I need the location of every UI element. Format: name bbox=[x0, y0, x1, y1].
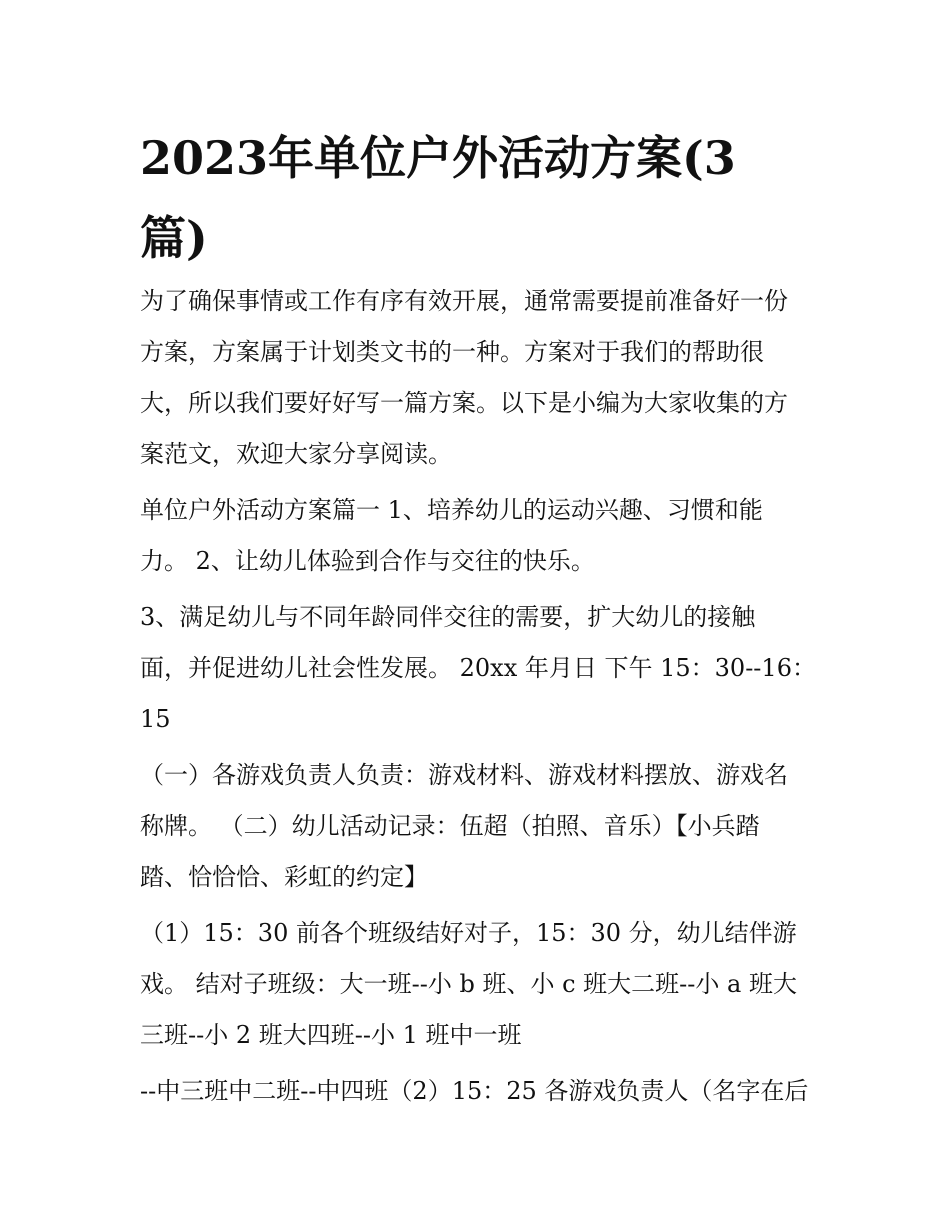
text-line: 3、满足幼儿与不同年龄同伴交往的需要，扩大幼儿的接触 bbox=[140, 603, 756, 631]
paragraph-goal-three bbox=[140, 592, 830, 745]
title-line: 篇) bbox=[140, 211, 208, 265]
text-line: 戏。 结对子班级：大一班--小 b 班、小 c 班大二班--小 a 班大 bbox=[140, 970, 797, 998]
paragraph-schedule bbox=[140, 1066, 830, 1117]
text-line: 力。 2、让幼儿体验到合作与交往的快乐。 bbox=[140, 547, 595, 575]
text-line: 称牌。 （二）幼儿活动记录：伍超（拍照、音乐）【小兵踏 bbox=[140, 812, 760, 840]
paragraph-responsibilities bbox=[140, 750, 830, 903]
text-line: 单位户外活动方案篇一 1、培养幼儿的运动兴趣、习惯和能 bbox=[140, 496, 763, 524]
text-line: （一）各游戏负责人负责：游戏材料、游戏材料摆放、游戏名 bbox=[140, 761, 788, 789]
text-line: --中三班中二班--中四班（2）15：25 各游戏负责人（名字在后 bbox=[140, 1077, 809, 1105]
title-line: 2023年单位户外活动方案(3 bbox=[140, 131, 736, 185]
text-line: 15 bbox=[140, 705, 171, 733]
text-line: 案范文，欢迎大家分享阅读。 bbox=[140, 440, 452, 468]
text-line: 面，并促进幼儿社会性发展。 20xx 年月日 下午 15：30--16： bbox=[140, 654, 816, 682]
text-line: 大，所以我们要好好写一篇方案。以下是小编为大家收集的方 bbox=[140, 389, 788, 417]
text-line: 为了确保事情或工作有序有效开展，通常需要提前准备好一份 bbox=[140, 287, 788, 315]
paragraph-plan-one bbox=[140, 485, 830, 587]
paragraph-pairing bbox=[140, 908, 830, 1061]
text-line: 三班--小 2 班大四班--小 1 班中一班 bbox=[140, 1021, 522, 1049]
document-title bbox=[140, 118, 820, 278]
text-line: （1）15：30 前各个班级结好对子，15：30 分，幼儿结伴游 bbox=[140, 919, 797, 947]
text-line: 踏、恰恰恰、彩虹的约定】 bbox=[140, 863, 428, 891]
text-line: 方案，方案属于计划类文书的一种。方案对于我们的帮助很 bbox=[140, 338, 764, 366]
document-body bbox=[140, 276, 830, 1122]
paragraph-intro bbox=[140, 276, 830, 480]
